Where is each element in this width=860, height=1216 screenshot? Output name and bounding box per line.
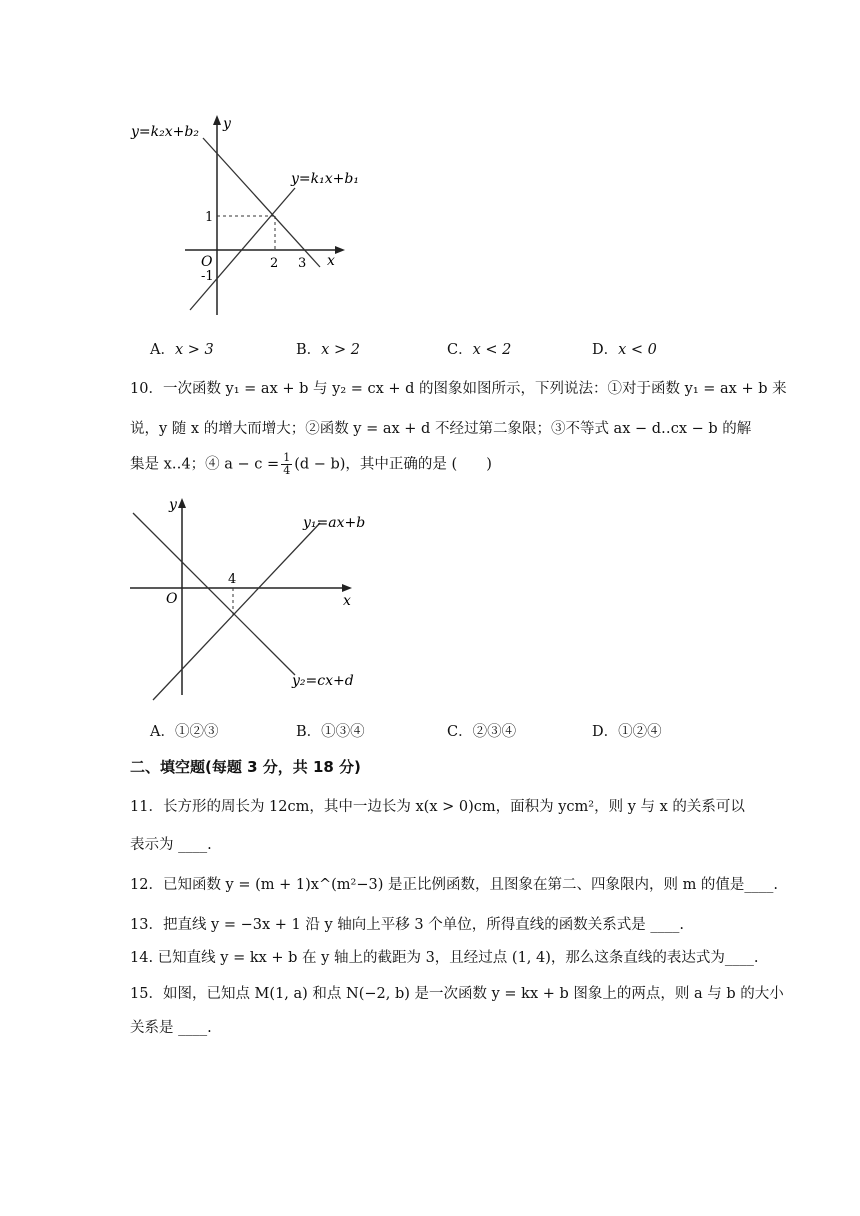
x-axis-arrow bbox=[342, 584, 352, 592]
q9-option-b: B．x > 2 bbox=[296, 342, 360, 358]
q15-line-1: 15．如图，已知点 M(1, a) 和点 N(−2, b) 是一次函数 y = kx + b 图象上的两点，则 a 与 b 的大小 bbox=[130, 986, 784, 1002]
tick-y1: 1 bbox=[205, 210, 214, 225]
line-k2 bbox=[203, 138, 320, 267]
q10-option-a: A．①②③ bbox=[150, 724, 219, 740]
origin-label: O bbox=[201, 254, 213, 270]
x-axis-arrow bbox=[335, 246, 345, 254]
q11-line-1: 11．长方形的周长为 12cm，其中一边长为 x(x > 0)cm，面积为 ycm²，则 y 与 x 的关系可以 bbox=[130, 799, 745, 815]
y-axis-arrow bbox=[213, 115, 221, 125]
q10-option-c: C．②③④ bbox=[447, 724, 517, 740]
q10-line-3: 集是 x‥4；④ a − c = $\frac{1}{4}$ (d − b)，其中正确的是 ( ) bbox=[130, 451, 492, 477]
q11-line-2: 表示为 ____. bbox=[130, 837, 212, 853]
line-y2 bbox=[133, 513, 295, 675]
q9-option-c: C．x < 2 bbox=[447, 342, 512, 358]
label-line2: y=k₂x+b₂ bbox=[131, 124, 199, 140]
origin-label: O bbox=[166, 591, 178, 607]
q10-line-2: 说，y 随 x 的增大而增大；②函数 y = ax + d 不经过第二象限；③不等式 ax − d‥cx − b 的解 bbox=[130, 421, 752, 437]
label-line1: y=k₁x+b₁ bbox=[291, 171, 359, 187]
q10-option-d: D．①②④ bbox=[592, 724, 662, 740]
tick-x2: 2 bbox=[270, 256, 279, 271]
axis-y-label: y bbox=[169, 497, 177, 513]
fraction-quarter: $\frac{1}{4}$ bbox=[283, 451, 291, 477]
graph-1 bbox=[125, 110, 395, 320]
axis-y-label: y bbox=[223, 116, 231, 132]
graph-2 bbox=[125, 495, 375, 705]
q13: 13．把直线 y = −3x + 1 沿 y 轴向上平移 3 个单位，所得直线的函数关系式是 ____. bbox=[130, 917, 684, 933]
axis-x-label: x bbox=[327, 253, 335, 269]
q9-option-a: A．x > 3 bbox=[150, 342, 214, 358]
q15-line-2: 关系是 ____. bbox=[130, 1020, 212, 1036]
q12: 12．已知函数 y = (m + 1)x^(m²−3) 是正比例函数，且图象在第二、四象限内，则 m 的值是____. bbox=[130, 877, 779, 893]
q10-line-1: 10．一次函数 y₁ = ax + b 与 y₂ = cx + d 的图象如图所示，下列说法：①对于函数 y₁ = ax + b 来 bbox=[130, 381, 787, 397]
label-y1: y₁=ax+b bbox=[303, 515, 366, 531]
section-heading: 二、填空题(每题 3 分，共 18 分) bbox=[130, 758, 361, 776]
tick-x3: 3 bbox=[298, 256, 307, 271]
line-k1 bbox=[190, 188, 295, 310]
q14: 14. 已知直线 y = kx + b 在 y 轴上的截距为 3，且经过点 (1, 4)，那么这条直线的表达式为____. bbox=[130, 950, 759, 966]
q10-option-b: B．①③④ bbox=[296, 724, 365, 740]
y-axis-arrow bbox=[178, 498, 186, 508]
tick-x4: 4 bbox=[228, 572, 237, 587]
q9-option-d: D．x < 0 bbox=[592, 342, 657, 358]
axis-x-label: x bbox=[343, 593, 351, 609]
tick-ym1: -1 bbox=[201, 269, 214, 284]
label-y2: y₂=cx+d bbox=[292, 673, 354, 689]
